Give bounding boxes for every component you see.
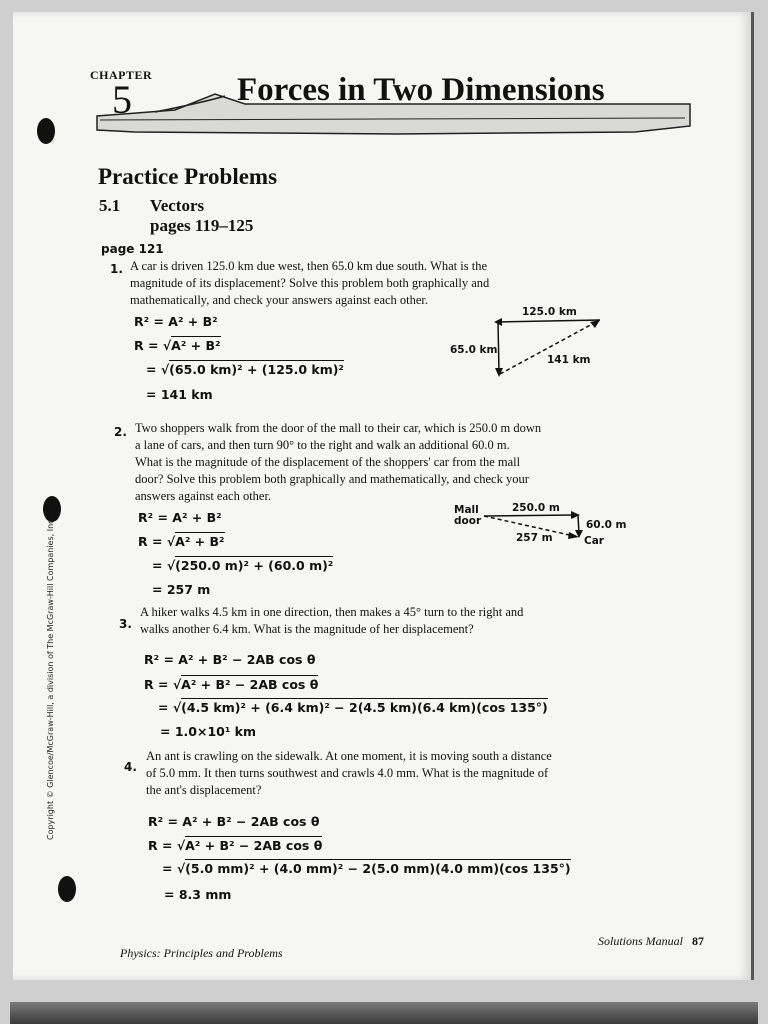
problem-line: What is the magnitude of the displacement of the shoppers' car from the mall — [135, 455, 521, 469]
diagram-label: 65.0 km — [450, 344, 498, 356]
footer-page-info — [598, 934, 704, 949]
subsection-title: Vectors — [150, 196, 205, 215]
binder-hole — [37, 118, 55, 144]
equation-lhs: R = — [148, 838, 177, 853]
problem-line: A hiker walks 4.5 km in one direction, then makes a 45° turn to the right and — [140, 605, 524, 619]
diagram-label: Mall — [454, 504, 479, 516]
problem-line: of 5.0 mm. It then turns southwest and crawls 4.0 mm. What is the magnitude of — [146, 766, 549, 780]
diagram-label: 60.0 m — [586, 519, 627, 531]
problem-number: 2. — [114, 425, 127, 439]
radicand: (250.0 m)² + (60.0 m)² — [175, 558, 334, 573]
problem-line: Two shoppers walk from the door of the mall to their car, which is 250.0 m down — [135, 421, 542, 435]
problem-line: the ant's displacement? — [146, 783, 262, 797]
problem-line: answers against each other. — [135, 489, 272, 503]
vector-diagram — [492, 314, 608, 380]
equation: R = √A² + B² − 2AB cos θ — [148, 838, 323, 853]
chapter-label: CHAPTER — [90, 68, 153, 82]
problem-line: walks another 6.4 km. What is the magnitude of her displacement? — [140, 622, 474, 636]
radicand: A² + B² — [175, 534, 225, 549]
equation-lhs: R = — [144, 677, 173, 692]
equation: R = √A² + B² − 2AB cos θ — [144, 677, 319, 692]
equation-result: = 257 m — [152, 582, 211, 597]
problem-text — [140, 604, 523, 638]
problem-text — [146, 748, 552, 799]
copyright-notice: Copyright © Glencoe/McGraw-Hill, a division of The McGraw-Hill Companies, Inc. — [46, 516, 55, 840]
chapter-title: Forces in Two Dimensions — [237, 72, 605, 108]
bottom-edge-strip — [10, 1002, 758, 1024]
equation: = √(250.0 m)² + (60.0 m)² — [152, 558, 334, 573]
radicand: (65.0 km)² + (125.0 km)² — [169, 362, 344, 377]
problem-line: mathematically, and check your answers against each other. — [130, 293, 429, 307]
equation-lhs: R = — [134, 338, 163, 353]
equation-lhs: R = — [138, 534, 167, 549]
problem-line: magnitude of its displacement? Solve this problem both graphically and — [130, 276, 490, 290]
radicand: A² + B² — [171, 338, 221, 353]
equation: R² = A² + B² — [138, 510, 222, 525]
footer-book-title: Physics: Principles and Problems — [120, 946, 283, 960]
equation: R² = A² + B² — [134, 314, 218, 329]
subsection-pages: pages 119–125 — [150, 216, 254, 235]
problem-number: 1. — [110, 262, 123, 276]
problem-line: a lane of cars, and then turn 90° to the right and walk an additional 60.0 m. — [135, 438, 510, 452]
radicand: (4.5 km)² + (6.4 km)² − 2(4.5 km)(6.4 km)(cos 135°) — [181, 700, 548, 715]
equation-prefix: = — [152, 558, 167, 573]
equation-prefix: = — [162, 861, 177, 876]
problem-line: An ant is crawling on the sidewalk. At one moment, it is moving south a distance — [146, 749, 552, 763]
page-number: 87 — [692, 934, 705, 948]
equation-result: = 141 km — [146, 387, 213, 402]
diagram-label: door — [454, 515, 482, 527]
problem-text — [130, 258, 489, 309]
problem-text — [135, 420, 541, 505]
equation: R² = A² + B² − 2AB cos θ — [144, 652, 316, 667]
problem-line: A car is driven 125.0 km due west, then 65.0 km due south. What is the — [130, 259, 488, 273]
equation-prefix: = — [158, 700, 173, 715]
radicand: (5.0 mm)² + (4.0 mm)² − 2(5.0 mm)(4.0 mm)(cos 135°) — [185, 861, 571, 876]
page-reference: page 121 — [101, 242, 164, 256]
diagram-label: 257 m — [516, 532, 553, 544]
diagram-label: 250.0 m — [512, 502, 560, 514]
problem-line: door? Solve this problem both graphically and mathematically, and check your — [135, 472, 529, 486]
binder-hole — [58, 876, 76, 902]
problem-number: 3. — [119, 617, 132, 631]
footer-manual-label: Solutions Manual — [598, 934, 684, 948]
equation: R = √A² + B² — [134, 338, 221, 353]
radicand: A² + B² − 2AB cos θ — [181, 677, 319, 692]
equation: R = √A² + B² — [138, 534, 225, 549]
diagram-label: Car — [584, 535, 604, 547]
equation-result: = 8.3 mm — [164, 887, 232, 902]
equation: R² = A² + B² − 2AB cos θ — [148, 814, 320, 829]
problem-number: 4. — [124, 760, 137, 774]
equation: = √(4.5 km)² + (6.4 km)² − 2(4.5 km)(6.4 km)(cos 135°) — [158, 700, 548, 715]
equation: = √(5.0 mm)² + (4.0 mm)² − 2(5.0 mm)(4.0 mm)(cos 135°) — [162, 861, 571, 876]
diagram-label: 141 km — [547, 354, 591, 366]
subsection-number: 5.1 — [99, 196, 121, 215]
diagram-label: 125.0 km — [522, 306, 577, 318]
radicand: A² + B² − 2AB cos θ — [185, 838, 323, 853]
equation-prefix: = — [146, 362, 161, 377]
equation-result: = 1.0×10¹ km — [160, 724, 257, 739]
section-title: Practice Problems — [98, 164, 278, 189]
equation: = √(65.0 km)² + (125.0 km)² — [146, 362, 344, 377]
chapter-number: 5 — [112, 77, 132, 122]
